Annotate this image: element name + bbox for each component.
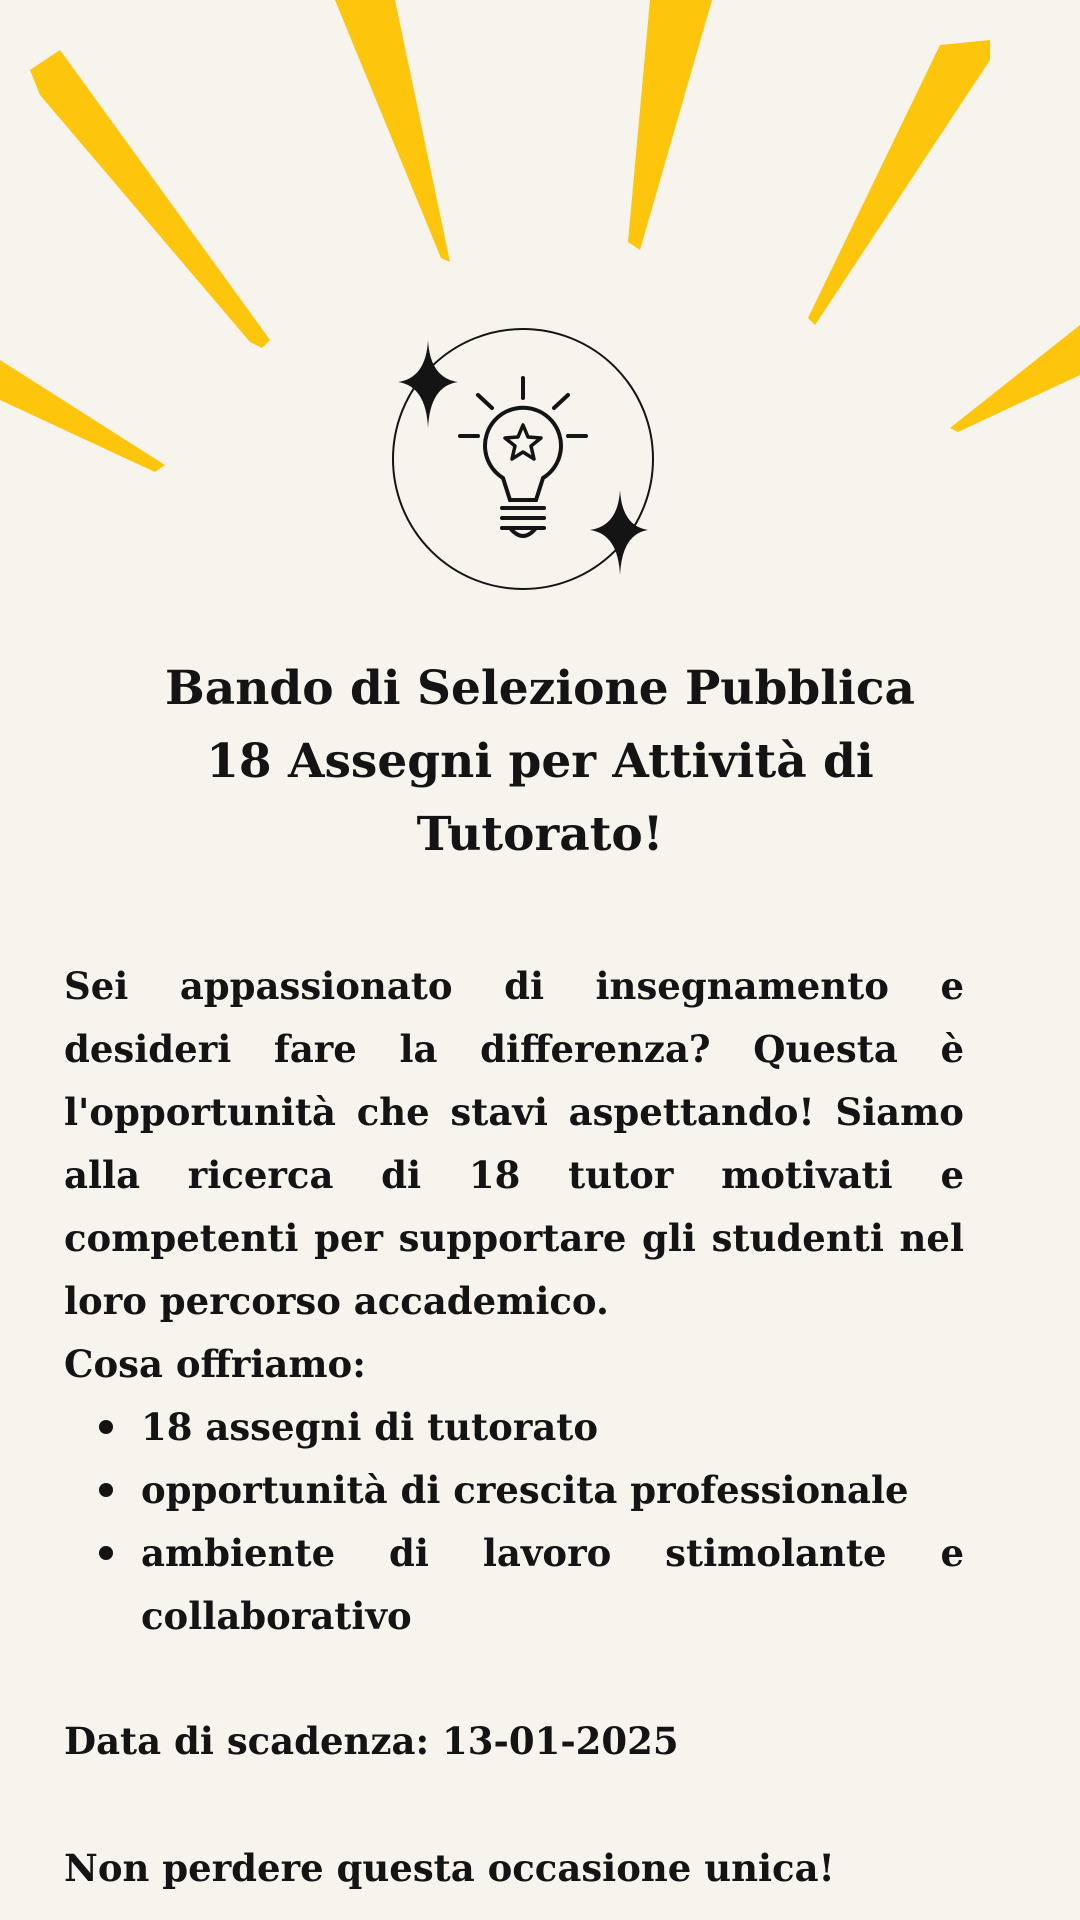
offer-heading: Cosa offriamo: xyxy=(64,1342,366,1386)
announcement-body xyxy=(64,955,964,1890)
list-item: 18 assegni di tutorato xyxy=(141,1396,964,1459)
list-item: opportunità di crescita professionale xyxy=(141,1459,964,1522)
intro-paragraph: Sei appassionato di insegnamento e desideri fare la differenza? Questa è l'opportunità che stavi aspettando! Siamo alla ricerca di 18 tutor motivati e competenti per supportare gli studenti nel loro percorso accademico. xyxy=(64,964,964,1323)
title-line-1: Bando di Selezione Pubblica xyxy=(165,661,915,716)
offer-list xyxy=(64,1396,964,1648)
brush-ray-icon xyxy=(30,50,270,348)
sparkle-icon xyxy=(590,490,648,575)
brush-ray-icon xyxy=(335,0,450,262)
closing-text: Non perdere questa occasione unica! xyxy=(64,1846,835,1890)
brush-ray-icon xyxy=(950,325,1080,432)
title-line-2: 18 Assegni per Attività di xyxy=(206,734,874,789)
list-item: ambiente di lavoro stimolante e collaborativo xyxy=(141,1522,964,1648)
lightbulb-star-icon xyxy=(380,320,680,590)
brush-ray-icon xyxy=(628,0,712,250)
deadline-text: Data di scadenza: 13-01-2025 xyxy=(64,1719,679,1763)
brush-ray-icon xyxy=(0,360,165,472)
title-line-3: Tutorato! xyxy=(416,807,664,862)
brush-ray-icon xyxy=(808,40,990,325)
page-title xyxy=(100,652,980,871)
